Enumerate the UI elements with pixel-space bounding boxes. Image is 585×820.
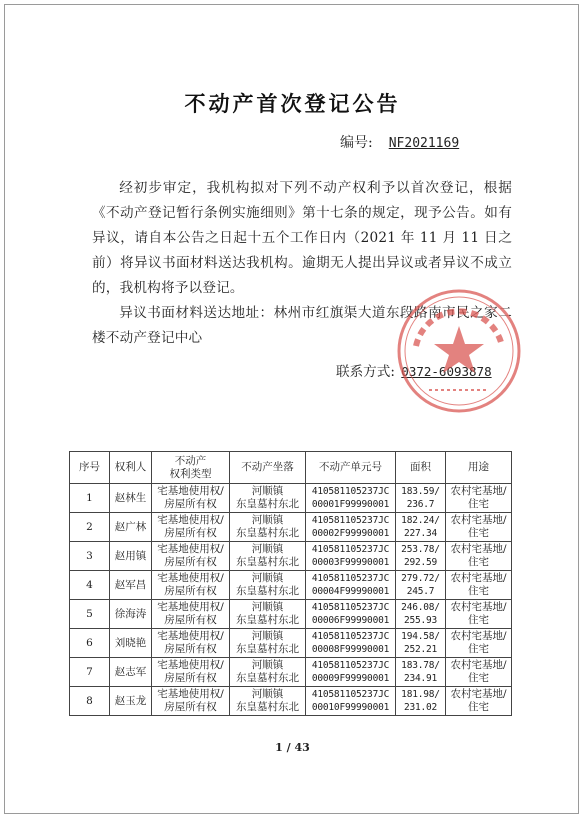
cell-unit-no: 410581105237JC 00006F99990001 [306,600,396,629]
cell-holder: 赵志军 [110,658,152,687]
cell-holder: 赵广林 [110,513,152,542]
table-row [70,513,512,542]
cell-location: 河顺镇 东皇墓村东北 [230,484,306,513]
cell-area: 253.78/ 292.59 [396,542,446,571]
cell-area: 183.59/ 236.7 [396,484,446,513]
cell-holder: 刘晓艳 [110,629,152,658]
cell-location: 河顺镇 东皇墓村东北 [230,571,306,600]
cell-unit-no: 410581105237JC 00010F99990001 [306,687,396,716]
cell-usage: 农村宅基地/ 住宅 [446,687,512,716]
cell-area: 194.58/ 252.21 [396,629,446,658]
table-row [70,687,512,716]
cell-unit-no: 410581105237JC 00003F99990001 [306,542,396,571]
cell-holder: 徐海涛 [110,600,152,629]
cell-right-type: 宅基地使用权/ 房屋所有权 [152,687,230,716]
document-number [340,132,465,152]
cell-location: 河顺镇 东皇墓村东北 [230,513,306,542]
cell-right-type: 宅基地使用权/ 房屋所有权 [152,513,230,542]
header-area: 面积 [396,452,446,484]
cell-right-type: 宅基地使用权/ 房屋所有权 [152,629,230,658]
cell-right-type: 宅基地使用权/ 房屋所有权 [152,571,230,600]
contact-phone: 0372-6093878 [401,364,492,379]
notice-paragraph-address: 异议书面材料送达地址：林州市红旗渠大道东段路南市民之家二楼不动产登记中心 [92,305,512,346]
header-location: 不动产坐落 [230,452,306,484]
cell-unit-no: 410581105237JC 00009F99990001 [306,658,396,687]
header-index: 序号 [70,452,110,484]
table-header-row [70,452,512,484]
cell-unit-no: 410581105237JC 00008F99990001 [306,629,396,658]
cell-usage: 农村宅基地/ 住宅 [446,571,512,600]
cell-location: 河顺镇 东皇墓村东北 [230,629,306,658]
cell-area: 181.98/ 231.02 [396,687,446,716]
cell-unit-no: 410581105237JC 00001F99990001 [306,484,396,513]
cell-index: 2 [70,513,110,542]
document-number-value: NF2021169 [388,136,460,151]
cell-usage: 农村宅基地/ 住宅 [446,629,512,658]
cell-right-type: 宅基地使用权/ 房屋所有权 [152,542,230,571]
table-row [70,542,512,571]
cell-index: 3 [70,542,110,571]
cell-index: 8 [70,687,110,716]
cell-location: 河顺镇 东皇墓村东北 [230,542,306,571]
cell-usage: 农村宅基地/ 住宅 [446,658,512,687]
cell-index: 1 [70,484,110,513]
cell-holder: 赵林生 [110,484,152,513]
cell-holder: 赵玉龙 [110,687,152,716]
table-row [70,629,512,658]
cell-holder: 赵用镇 [110,542,152,571]
table-row [70,571,512,600]
cell-usage: 农村宅基地/ 住宅 [446,542,512,571]
cell-unit-no: 410581105237JC 00002F99990001 [306,513,396,542]
page-indicator: 1 / 43 [275,741,310,754]
cell-area: 246.08/ 255.93 [396,600,446,629]
document-title: 不动产首次登记公告 [184,92,401,116]
document-number-label: 编号: [340,135,373,151]
table-row [70,658,512,687]
cell-index: 6 [70,629,110,658]
cell-area: 183.78/ 234.91 [396,658,446,687]
cell-index: 7 [70,658,110,687]
cell-index: 4 [70,571,110,600]
cell-right-type: 宅基地使用权/ 房屋所有权 [152,484,230,513]
cell-location: 河顺镇 东皇墓村东北 [230,687,306,716]
cell-holder: 赵军昌 [110,571,152,600]
contact-label: 联系方式: [336,364,395,380]
cell-right-type: 宅基地使用权/ 房屋所有权 [152,658,230,687]
cell-location: 河顺镇 东皇墓村东北 [230,658,306,687]
cell-unit-no: 410581105237JC 00004F99990001 [306,571,396,600]
registration-table [69,451,512,716]
header-holder: 权利人 [110,452,152,484]
table-row [70,600,512,629]
cell-location: 河顺镇 东皇墓村东北 [230,600,306,629]
cell-right-type: 宅基地使用权/ 房屋所有权 [152,600,230,629]
cell-area: 279.72/ 245.7 [396,571,446,600]
cell-usage: 农村宅基地/ 住宅 [446,513,512,542]
header-usage: 用途 [446,452,512,484]
cell-usage: 农村宅基地/ 住宅 [446,600,512,629]
cell-usage: 农村宅基地/ 住宅 [446,484,512,513]
header-right-type: 不动产 权利类型 [152,452,230,484]
table-row [70,484,512,513]
cell-area: 182.24/ 227.34 [396,513,446,542]
notice-paragraph-main: 经初步审定，我机构拟对下列不动产权利予以首次登记，根据《不动产登记暂行条例实施细则》第十七条的规定，现予公告。如有异议，请自本公告之日起十五个工作日内（2021 年 11 月 11 日之前）将异议书面材料送达我机构。逾期无人提出异议或者异议不成立的，我机构将予以登记。 [92,180,512,296]
header-unit-no: 不动产单元号 [306,452,396,484]
cell-index: 5 [70,600,110,629]
official-seal-icon [394,286,524,416]
